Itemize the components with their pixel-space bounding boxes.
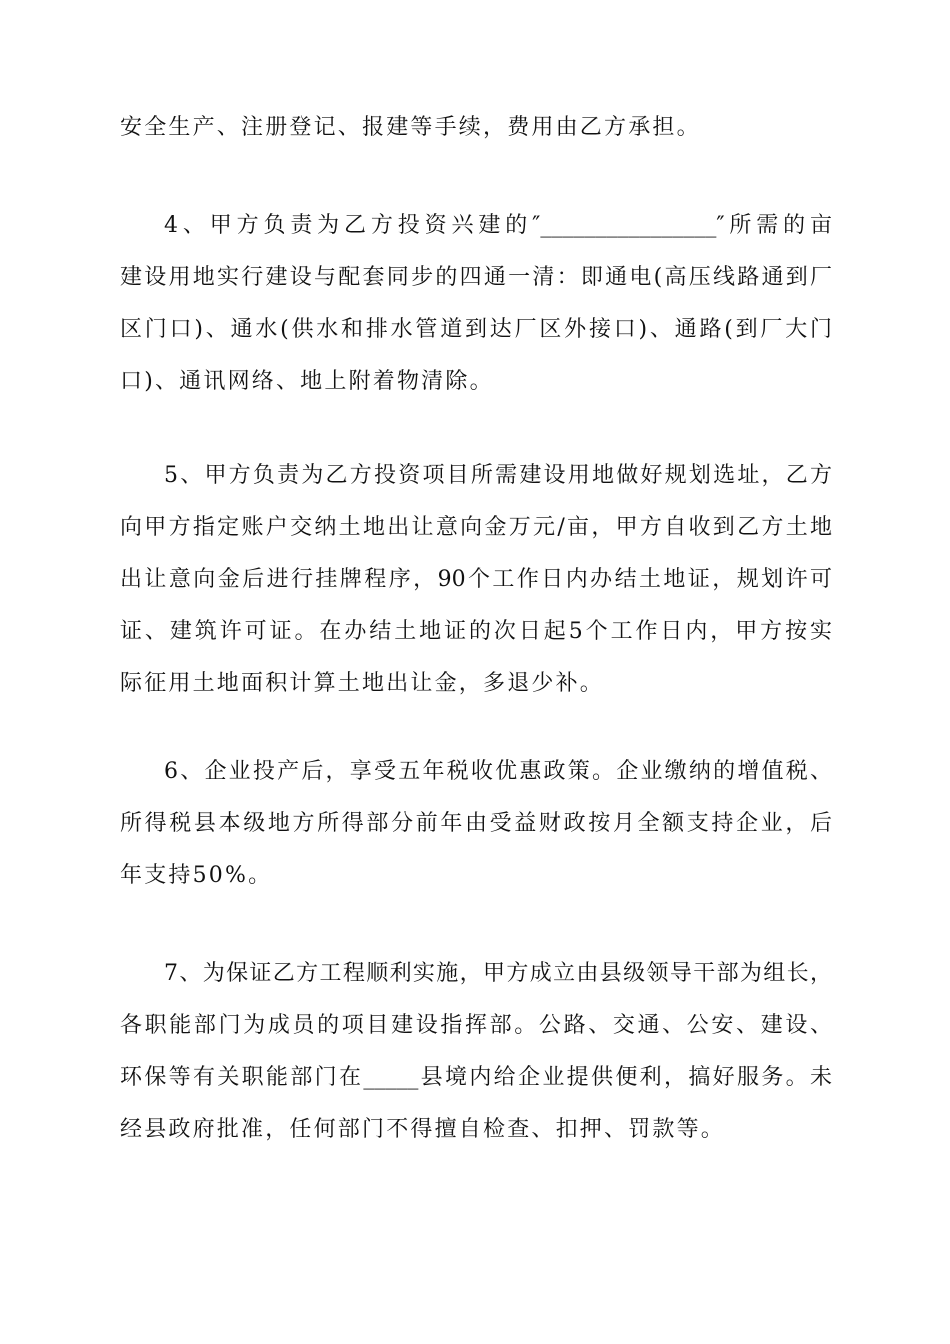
text-line: 际征用土地面积计算土地出让金，多退少补。 xyxy=(120,671,605,696)
paragraph-clause-4 xyxy=(120,200,832,408)
text-line: 环保等有关职能部门在_____县境内给企业提供便利，搞好服务。未 xyxy=(120,1065,832,1090)
text-line: 区门口)、通水(供水和排水管道到达厂区外接口)、通路(到厂大门 xyxy=(120,317,832,342)
text-line: 6、企业投产后，享受五年税收优惠政策。企业缴纳的增值税、 xyxy=(164,759,832,784)
paragraph-clause-7 xyxy=(120,948,832,1156)
text-line: 4、甲方负责为乙方投资兴建的″________________″所需的亩 xyxy=(164,213,832,238)
text-line: 5、甲方负责为乙方投资项目所需建设用地做好规划选址，乙方 xyxy=(164,463,832,488)
text-line: 年支持50%。 xyxy=(120,863,273,888)
text-line: 建设用地实行建设与配套同步的四通一清：即通电(高压线路通到厂 xyxy=(120,265,832,290)
text-line: 经县政府批准，任何部门不得擅自检查、扣押、罚款等。 xyxy=(120,1117,726,1142)
paragraph-clause-6 xyxy=(120,746,832,902)
text-line: 出让意向金后进行挂牌程序，90个工作日内办结土地证，规划许可 xyxy=(120,567,832,592)
text-line: 口)、通讯网络、地上附着物清除。 xyxy=(120,369,494,394)
paragraph-clause-5 xyxy=(120,450,832,710)
text-line: 证、建筑许可证。在办结土地证的次日起5个工作日内，甲方按实 xyxy=(120,619,832,644)
text-line: 7、为保证乙方工程顺利实施，甲方成立由县级领导干部为组长， xyxy=(164,961,832,986)
text-line: 各职能部门为成员的项目建设指挥部。公路、交通、公安、建设、 xyxy=(120,1013,832,1038)
text-line: 安全生产、注册登记、报建等手续，费用由乙方承担。 xyxy=(120,115,701,140)
text-line: 所得税县本级地方所得部分前年由受益财政按月全额支持企业，后 xyxy=(120,811,832,836)
paragraph-continuation xyxy=(120,102,832,154)
text-line: 向甲方指定账户交纳土地出让意向金万元/亩，甲方自收到乙方土地 xyxy=(120,515,832,540)
